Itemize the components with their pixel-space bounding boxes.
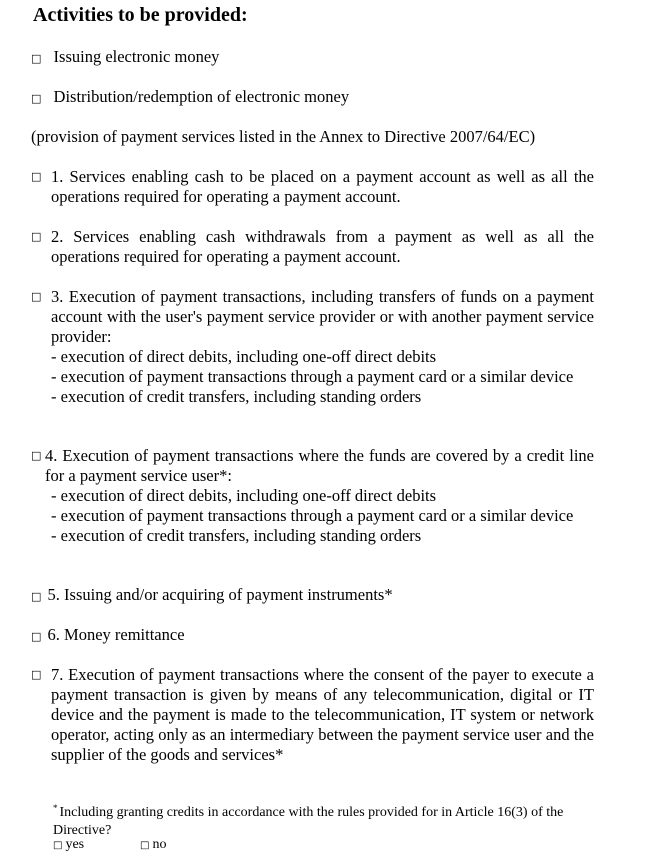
service-label: 6. Money remittance [47, 625, 185, 644]
footnote-marker: * [53, 803, 58, 813]
service-label: 1. Services enabling cash to be placed on a payment account as well as all the operations required for operating a payment account. [51, 167, 594, 206]
payment-services-note: (provision of payment services listed in the Annex to Directive 2007/64/EC) [31, 127, 536, 146]
no-label: no [152, 837, 167, 852]
emoney-option-distribution[interactable] [31, 87, 349, 109]
service-item-2[interactable] [31, 227, 594, 267]
checkbox-icon[interactable]: □ [31, 92, 42, 105]
service-item-1[interactable] [31, 167, 594, 207]
checkbox-icon[interactable]: □ [31, 449, 42, 462]
checkbox-icon[interactable]: □ [31, 590, 42, 603]
service-subitem: - execution of payment transactions through a payment card or a similar device [51, 506, 574, 525]
checkbox-icon[interactable]: □ [31, 630, 42, 643]
checkbox-icon[interactable]: □ [31, 170, 42, 183]
service-label: 2. Services enabling cash withdrawals from a payment as well as all the operations required for operating a payment account. [51, 227, 594, 266]
page-title: Activities to be provided: [33, 4, 248, 26]
checkbox-icon[interactable]: □ [31, 290, 42, 303]
service-label: 4. Execution of payment transactions where the funds are covered by a credit line for a payment service user*: [45, 446, 594, 485]
footnote-option-no[interactable] [140, 836, 166, 855]
service-item-6[interactable] [31, 625, 185, 647]
checkbox-icon[interactable]: □ [31, 52, 42, 65]
service-label: 3. Execution of payment transactions, including transfers of funds on a payment account with the user's payment service provider or with another payment service provider: [51, 287, 594, 346]
footnote-text: Including granting credits in accordance with the rules provided for in Article 16(3) of the Directive? [53, 805, 564, 838]
service-subitem: - execution of credit transfers, including standing orders [51, 387, 422, 406]
service-item-7[interactable] [31, 665, 594, 765]
checkbox-icon[interactable]: □ [53, 840, 63, 851]
service-item-5[interactable] [31, 585, 393, 607]
checkbox-icon[interactable]: □ [31, 230, 42, 243]
service-item-4[interactable] [31, 446, 594, 546]
yes-label: yes [65, 837, 85, 852]
service-subitem: - execution of direct debits, including one-off direct debits [51, 347, 437, 366]
service-label: 7. Execution of payment transactions where the consent of the payer to execute a payment transaction is given by means of any telecommunication, digital or IT device and the payment is made to the telecommunication, IT system or network operator, acting only as an intermediary between the payment service user and the supplier of the goods and services* [51, 665, 594, 764]
checkbox-icon[interactable]: □ [140, 840, 150, 851]
footnote [53, 799, 605, 840]
emoney-option-label: Issuing electronic money [53, 47, 220, 66]
service-subitem: - execution of credit transfers, including standing orders [51, 526, 422, 545]
service-label: 5. Issuing and/or acquiring of payment instruments* [47, 585, 393, 604]
emoney-option-label: Distribution/redemption of electronic money [53, 87, 350, 106]
service-item-3[interactable] [31, 287, 594, 407]
service-subitem: - execution of direct debits, including one-off direct debits [51, 486, 437, 505]
service-subitem: - execution of payment transactions through a payment card or a similar device [51, 367, 574, 386]
checkbox-icon[interactable]: □ [31, 668, 42, 681]
emoney-option-issuing[interactable] [31, 47, 219, 69]
footnote-option-yes[interactable] [53, 836, 84, 855]
